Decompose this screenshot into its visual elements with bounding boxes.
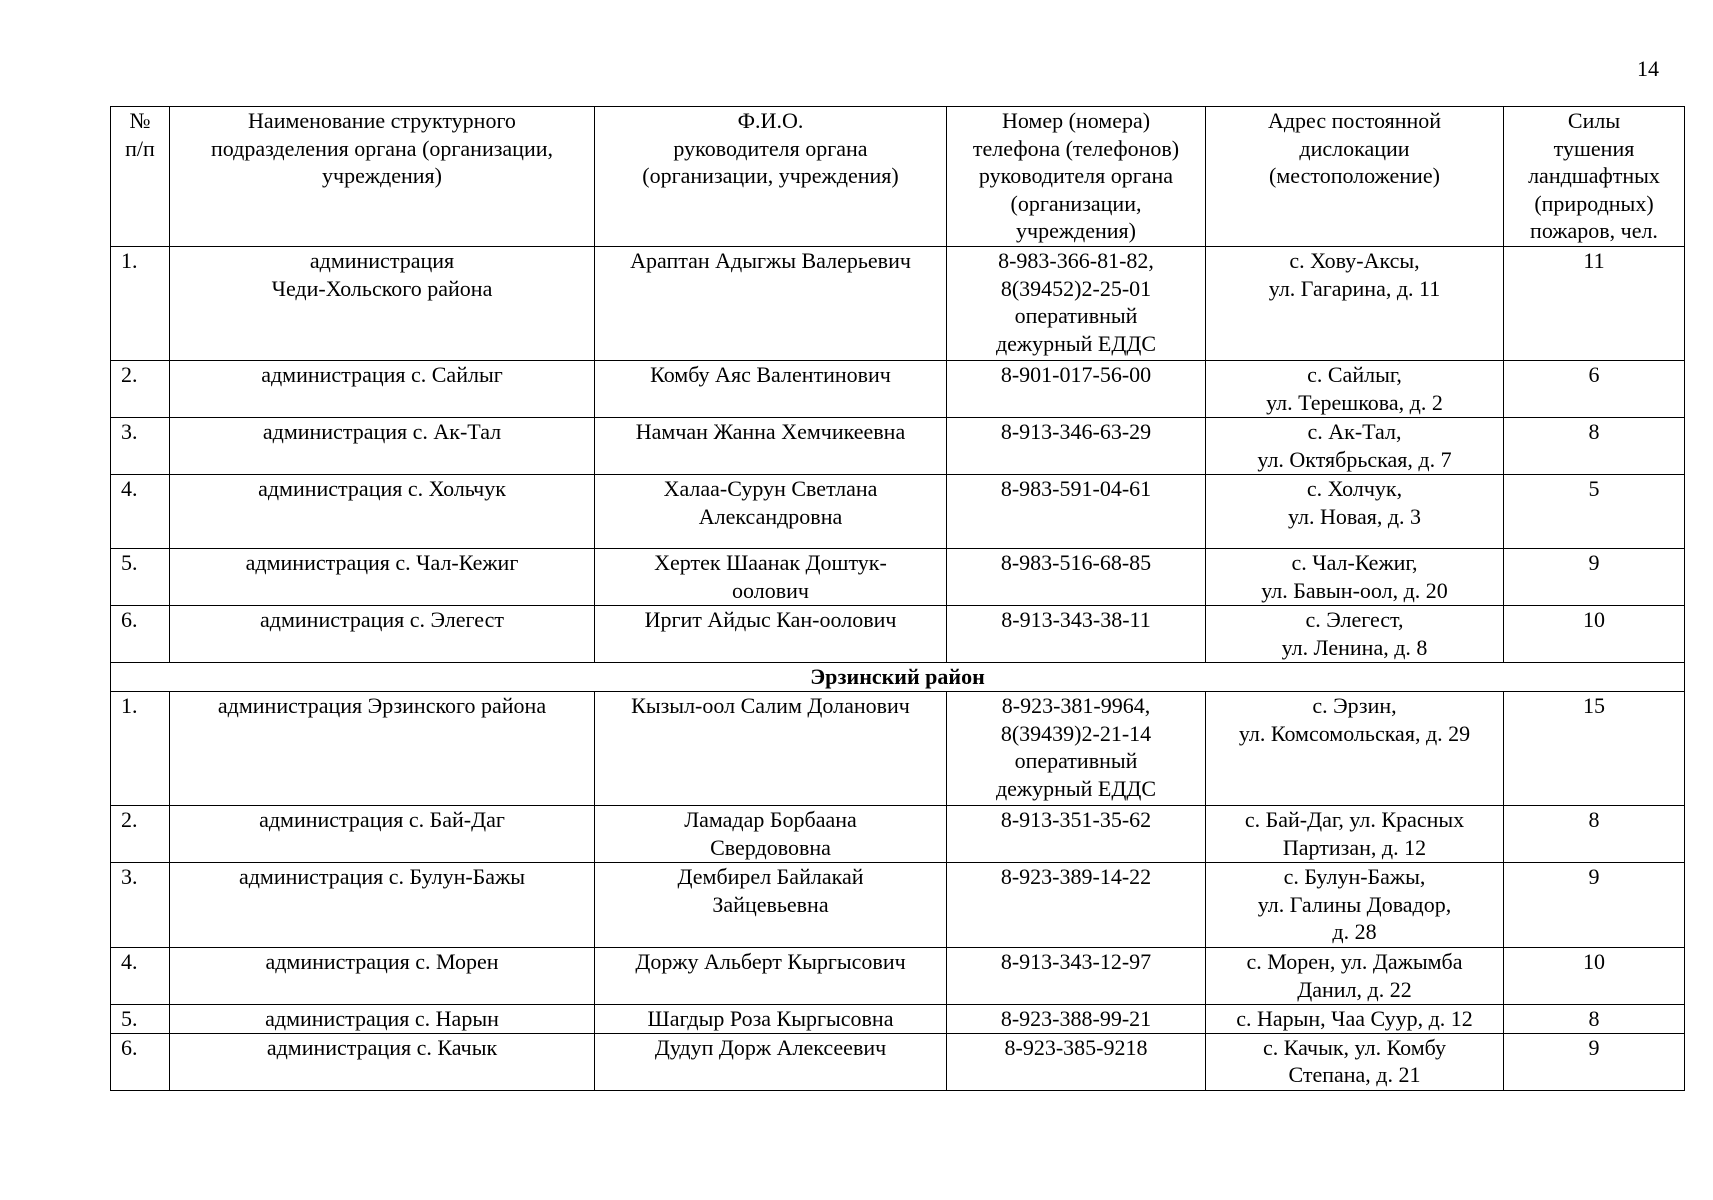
row-head-name: Араптан Адыгжы Валерьевич <box>595 247 947 361</box>
row-forces: 6 <box>1504 361 1685 418</box>
row-address: с. Морен, ул. Дажымба Данил, д. 22 <box>1206 948 1504 1005</box>
row-head-name: Ламадар Борбаана Свердововна <box>595 806 947 863</box>
row-head-name: Хертек Шаанак Доштук- оолович <box>595 549 947 606</box>
table-row <box>111 1033 1685 1090</box>
row-phone: 8-913-343-38-11 <box>947 606 1206 663</box>
row-address: с. Ак-Тал, ул. Октябрьская, д. 7 <box>1206 418 1504 475</box>
table-row <box>111 606 1685 663</box>
row-num: 6. <box>111 606 170 663</box>
row-address: с. Бай-Даг, ул. Красных Партизан, д. 12 <box>1206 806 1504 863</box>
row-org-name: администрация с. Ак-Тал <box>170 418 595 475</box>
row-phone: 8-923-381-9964, 8(39439)2-21-14 оперативный дежурный ЕДДС <box>947 692 1206 806</box>
row-phone: 8-913-346-63-29 <box>947 418 1206 475</box>
row-forces: 9 <box>1504 549 1685 606</box>
row-num: 5. <box>111 549 170 606</box>
table-row <box>111 1005 1685 1034</box>
row-num: 5. <box>111 1005 170 1034</box>
row-forces: 10 <box>1504 948 1685 1005</box>
row-org-name: администрация с. Сайлыг <box>170 361 595 418</box>
table-row <box>111 247 1685 361</box>
row-phone: 8-913-343-12-97 <box>947 948 1206 1005</box>
header-head: Ф.И.О. руководителя органа (организации, учреждения) <box>595 107 947 247</box>
row-org-name: администрация с. Морен <box>170 948 595 1005</box>
row-address: с. Сайлыг, ул. Терешкова, д. 2 <box>1206 361 1504 418</box>
table-row <box>111 948 1685 1005</box>
row-num: 3. <box>111 418 170 475</box>
row-num: 2. <box>111 361 170 418</box>
row-forces: 9 <box>1504 1033 1685 1090</box>
table-row <box>111 863 1685 948</box>
header-phone: Номер (номера) телефона (телефонов) руководителя органа (организации, учреждения) <box>947 107 1206 247</box>
row-org-name: администрация с. Чал-Кежиг <box>170 549 595 606</box>
row-forces: 8 <box>1504 1005 1685 1034</box>
row-forces: 9 <box>1504 863 1685 948</box>
row-phone: 8-923-389-14-22 <box>947 863 1206 948</box>
row-num: 1. <box>111 247 170 361</box>
table-row <box>111 475 1685 549</box>
row-phone: 8-913-351-35-62 <box>947 806 1206 863</box>
row-forces: 8 <box>1504 418 1685 475</box>
row-org-name: администрация с. Булун-Бажы <box>170 863 595 948</box>
fire-forces-table <box>110 106 1685 1091</box>
row-address: с. Булун-Бажы, ул. Галины Довадор, д. 28 <box>1206 863 1504 948</box>
row-address: с. Нарын, Чаа Суур, д. 12 <box>1206 1005 1504 1034</box>
row-head-name: Дембирел Байлакай Зайцевьевна <box>595 863 947 948</box>
table-row <box>111 361 1685 418</box>
row-address: с. Качык, ул. Комбу Степана, д. 21 <box>1206 1033 1504 1090</box>
row-head-name: Шагдыр Роза Кыргысовна <box>595 1005 947 1034</box>
header-forces: Силы тушения ландшафтных (природных) пожаров, чел. <box>1504 107 1685 247</box>
row-head-name: Дудуп Дорж Алексеевич <box>595 1033 947 1090</box>
row-address: с. Эрзин, ул. Комсомольская, д. 29 <box>1206 692 1504 806</box>
header-name: Наименование структурного подразделения органа (организации, учреждения) <box>170 107 595 247</box>
row-address: с. Чал-Кежиг, ул. Бавын-оол, д. 20 <box>1206 549 1504 606</box>
row-org-name: администрация Чеди-Хольского района <box>170 247 595 361</box>
row-org-name: администрация с. Хольчук <box>170 475 595 549</box>
row-num: 3. <box>111 863 170 948</box>
row-head-name: Кызыл-оол Салим Доланович <box>595 692 947 806</box>
header-num: № п/п <box>111 107 170 247</box>
row-num: 2. <box>111 806 170 863</box>
row-head-name: Иргит Айдыс Кан-оолович <box>595 606 947 663</box>
row-phone: 8-923-385-9218 <box>947 1033 1206 1090</box>
row-phone: 8-983-366-81-82, 8(39452)2-25-01 оперативный дежурный ЕДДС <box>947 247 1206 361</box>
table-row <box>111 418 1685 475</box>
row-org-name: администрация с. Бай-Даг <box>170 806 595 863</box>
page-number: 14 <box>1637 56 1659 81</box>
row-head-name: Комбу Аяс Валентинович <box>595 361 947 418</box>
row-phone: 8-901-017-56-00 <box>947 361 1206 418</box>
row-head-name: Халаа-Сурун Светлана Александровна <box>595 475 947 549</box>
row-phone: 8-923-388-99-21 <box>947 1005 1206 1034</box>
row-head-name: Доржу Альберт Кыргысович <box>595 948 947 1005</box>
row-org-name: администрация с. Нарын <box>170 1005 595 1034</box>
row-org-name: администрация Эрзинского района <box>170 692 595 806</box>
row-num: 6. <box>111 1033 170 1090</box>
header-address: Адрес постоянной дислокации (местоположение) <box>1206 107 1504 247</box>
row-org-name: администрация с. Качык <box>170 1033 595 1090</box>
table-header-row <box>111 107 1685 247</box>
row-head-name: Намчан Жанна Хемчикеевна <box>595 418 947 475</box>
row-forces: 8 <box>1504 806 1685 863</box>
row-phone: 8-983-591-04-61 <box>947 475 1206 549</box>
table-row <box>111 692 1685 806</box>
row-address: с. Элегест, ул. Ленина, д. 8 <box>1206 606 1504 663</box>
table-row <box>111 549 1685 606</box>
table-row <box>111 806 1685 863</box>
section-title: Эрзинский район <box>111 663 1685 692</box>
row-forces: 11 <box>1504 247 1685 361</box>
row-num: 4. <box>111 948 170 1005</box>
row-org-name: администрация с. Элегест <box>170 606 595 663</box>
section-row <box>111 663 1685 692</box>
row-num: 1. <box>111 692 170 806</box>
row-forces: 15 <box>1504 692 1685 806</box>
row-address: с. Холчук, ул. Новая, д. 3 <box>1206 475 1504 549</box>
row-phone: 8-983-516-68-85 <box>947 549 1206 606</box>
row-num: 4. <box>111 475 170 549</box>
row-address: с. Хову-Аксы, ул. Гагарина, д. 11 <box>1206 247 1504 361</box>
row-forces: 5 <box>1504 475 1685 549</box>
row-forces: 10 <box>1504 606 1685 663</box>
